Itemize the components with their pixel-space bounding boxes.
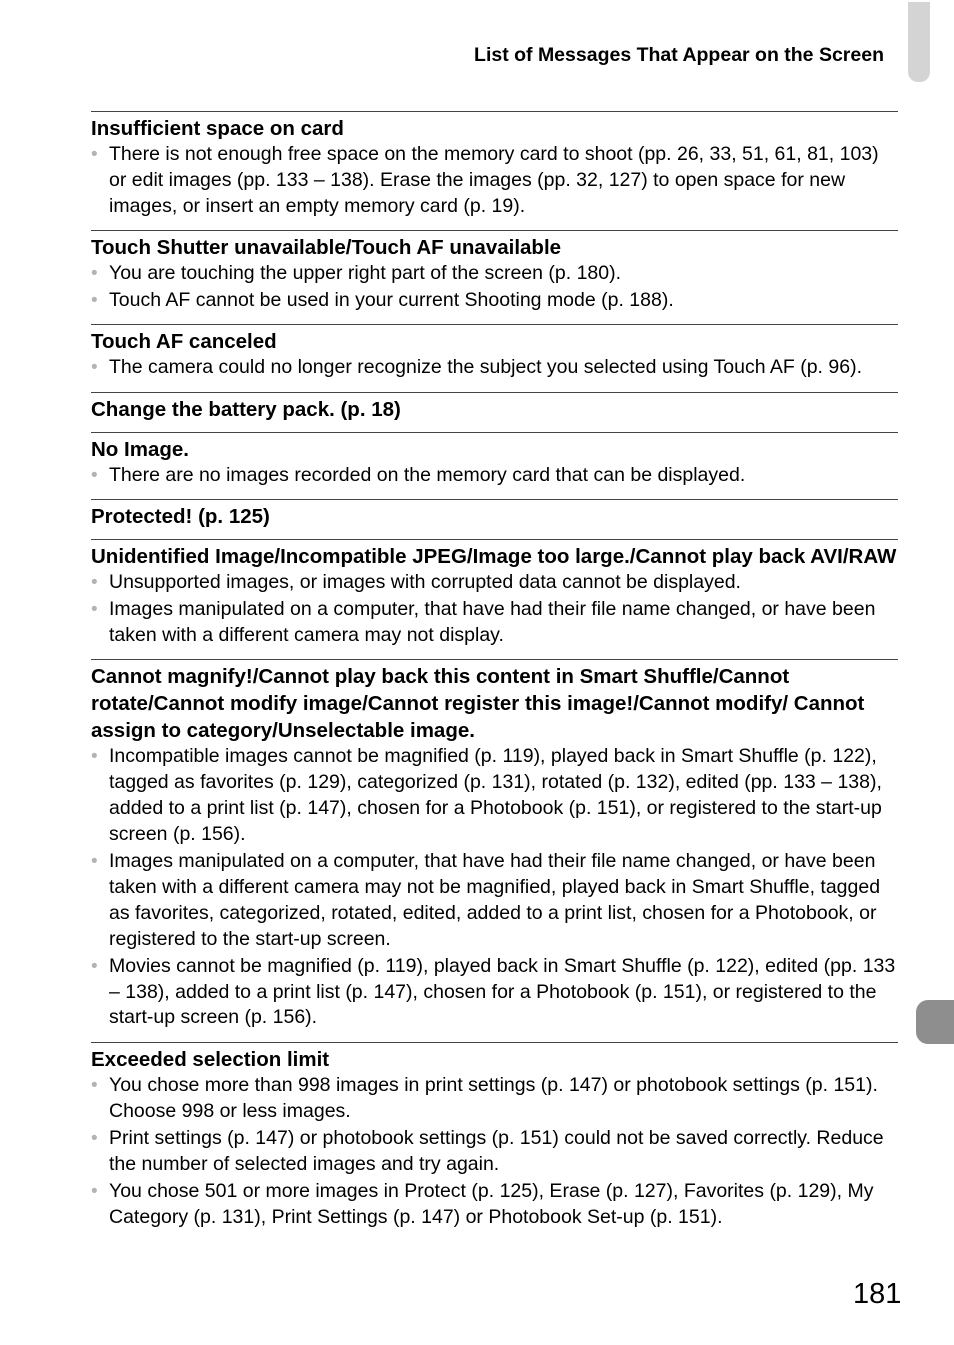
message-title: Touch AF canceled [91,330,277,354]
bullet-dot-icon: • [91,1074,98,1096]
message-title: Change the battery pack. (p. 18) [91,397,401,421]
bullet-dot-icon: • [91,464,98,486]
message-section [91,324,898,391]
bullet-text: There is not enough free space on the memory card to shoot (pp. 26, 33, 51, 61, 81, 103) or edit images (pp. 133 – 138). Erase the images (pp. 32, 127) to open space for new images, or insert an empty memory card (p. 19). [109,143,879,217]
message-section [91,659,898,1041]
message-bullet-list [91,261,898,314]
message-title: No Image. [91,437,189,461]
message-bullet [91,463,898,489]
bullet-text: Images manipulated on a computer, that have had their file name changed, or have been taken with a different camera may not display. [109,598,876,647]
bullet-text: There are no images recorded on the memory card that can be displayed. [109,463,746,486]
message-bullet-list [91,355,898,381]
bullet-text: You chose 501 or more images in Protect (p. 125), Erase (p. 127), Favorites (p. 129), My Category (p. 131), Print Settings (p. 147) or Photobook Set-up (p. 151). [109,1179,874,1228]
bullet-dot-icon: • [91,851,98,873]
bullet-text: Unsupported images, or images with corrupted data cannot be displayed. [109,571,741,594]
message-bullet [91,954,898,1031]
message-title: Cannot magnify!/Cannot play back this content in Smart Shuffle/Cannot rotate/Cannot modify image/Cannot register this image!/Cannot modify/ Cannot assign to category/Unselectable image. [91,665,865,743]
message-section [91,539,898,659]
bullet-dot-icon: • [91,599,98,621]
message-section [91,111,898,230]
message-title: Insufficient space on card [91,117,344,140]
message-bullet [91,597,898,649]
bullet-dot-icon: • [91,746,98,768]
message-bullet [91,744,898,847]
message-section [91,499,898,539]
message-bullet-list [91,142,898,219]
message-section [91,392,898,432]
bullet-dot-icon: • [91,357,98,379]
running-header: List of Messages That Appear on the Screen [474,44,884,66]
bullet-dot-icon: • [91,1180,98,1202]
message-bullet-list [91,570,898,649]
bullet-dot-icon: • [91,262,98,284]
bullet-text: Touch AF cannot be used in your current Shooting mode (p. 188). [109,289,674,312]
chapter-tab-top [908,2,930,82]
message-section [91,1042,898,1241]
message-title: Touch Shutter unavailable/Touch AF unavailable [91,235,562,259]
bullet-dot-icon: • [91,572,98,594]
bullet-text: Print settings (p. 147) or photobook settings (p. 151) could not be saved correctly. Reduce the number of selected images and try again. [109,1126,884,1175]
message-bullet [91,570,898,596]
message-bullet [91,849,898,952]
message-bullet [91,355,898,381]
message-list [91,111,898,1241]
bullet-dot-icon: • [91,955,98,977]
message-bullet [91,288,898,314]
message-bullet [91,261,898,287]
chapter-tab-side [916,1000,954,1044]
message-bullet [91,142,898,219]
message-section [91,432,898,499]
message-bullet [91,1126,898,1178]
message-bullet-list [91,463,898,489]
message-bullet [91,1179,898,1231]
bullet-text: The camera could no longer recognize the subject you selected using Touch AF (p. 96). [109,356,862,379]
page-number: 181 [853,1278,902,1310]
message-section [91,230,898,325]
message-bullet [91,1073,898,1125]
bullet-text: You are touching the upper right part of the screen (p. 180). [109,261,622,284]
bullet-text: Images manipulated on a computer, that have had their file name changed, or have been taken with a different camera may not be magnified, played back in Smart Shuffle, tagged as favorites, categorized, rotated, edited, added to a print list, chosen for a Photobook, or registered to the start-up screen. [109,850,881,950]
message-title: Unidentified Image/Incompatible JPEG/Image too large./Cannot play back AVI/RAW [91,545,897,569]
bullet-dot-icon: • [91,1127,98,1149]
message-bullet-list [91,1073,898,1231]
bullet-dot-icon: • [91,144,98,165]
bullet-text: Movies cannot be magnified (p. 119), played back in Smart Shuffle (p. 122), edited (pp. 133 – 138), added to a print list (p. 147), chosen for a Photobook (p. 151), or registered to the start-up screen (p. 156). [109,954,896,1029]
message-title: Protected! (p. 125) [91,505,270,529]
bullet-text: Incompatible images cannot be magnified (p. 119), played back in Smart Shuffle (p. 122), tagged as favorites (p. 129), categorized (p. 131), rotated (p. 132), edited (pp. 133 – 138), added to a print list (p. 147), chosen for a Photobook (p. 151), or registered to the start-up screen (p. 156). [109,745,882,845]
bullet-text: You chose more than 998 images in print settings (p. 147) or photobook settings (p. 151). Choose 998 or less images. [109,1073,878,1122]
message-title: Exceeded selection limit [91,1047,330,1071]
bullet-dot-icon: • [91,290,98,312]
message-bullet-list [91,744,898,1031]
